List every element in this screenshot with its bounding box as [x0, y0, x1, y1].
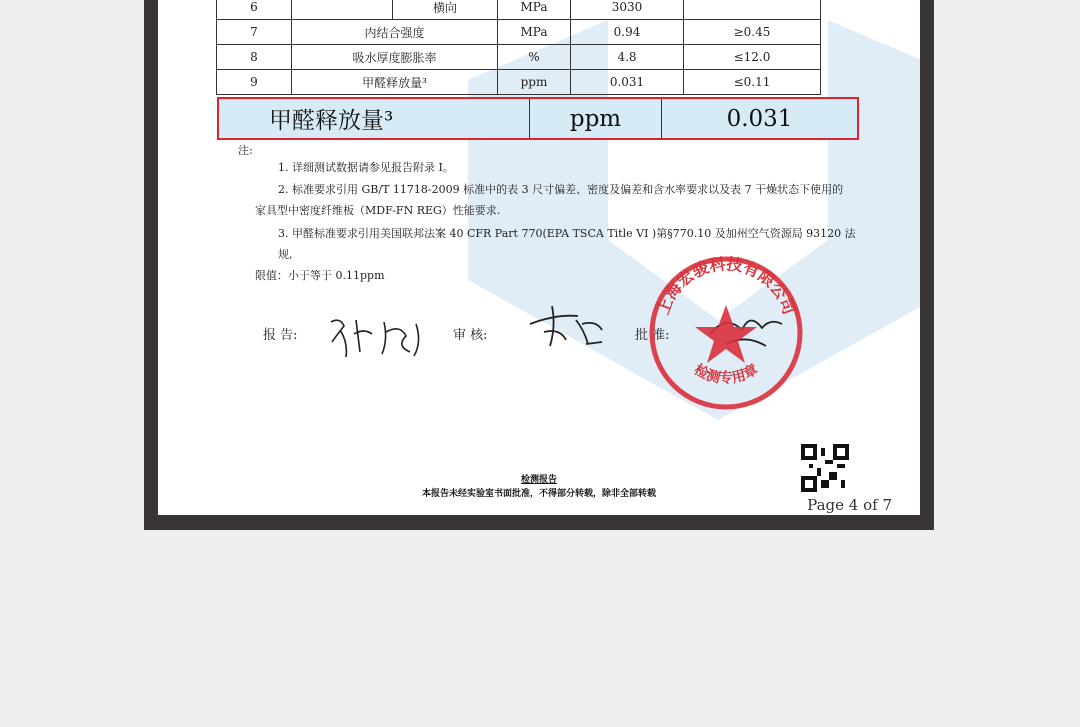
table-row: 7 内结合强度 MPa 0.94 ≥0.45	[217, 20, 821, 45]
table-row: 9 甲醛释放量³ ppm 0.031 ≤0.11	[217, 70, 821, 95]
spec-table	[216, 0, 821, 95]
seal-top-text: 上海宏骏科技有限公司	[653, 254, 799, 318]
reporter-signature	[326, 312, 436, 362]
page-number: Page 4 of 7	[807, 496, 892, 514]
note-2a: 2. 标准要求引用 GB/T 11718-2009 标准中的表 3 尺寸偏差、密度及偏差和含水率要求以及表 7 干燥状态下使用的	[278, 183, 844, 196]
note-3b: 限值：小于等于 0.11ppm	[255, 269, 385, 282]
approve-label: 批 准:	[635, 328, 670, 343]
highlight-value: 0.031	[726, 105, 793, 132]
note-3a: 3. 甲醛标准要求引用美国联邦法案 40 CFR Part 770(EPA TSCA Title VI )第§770.10 及加州空气资源局 93120 法规,	[278, 227, 856, 261]
note-1: 1. 详细测试数据请参见报告附录 I。	[278, 161, 454, 174]
svg-text:检测专用章	[691, 361, 761, 387]
report-label: 报 告:	[263, 328, 298, 343]
table-row: 6 横向 MPa 3030	[217, 0, 821, 20]
company-seal	[646, 253, 806, 413]
highlight-item: 甲醛释放量³	[219, 99, 530, 138]
reviewer-signature	[526, 300, 606, 350]
seal-bottom-text: 检测专用章	[691, 361, 761, 387]
footer-title: 检测报告	[520, 475, 557, 485]
review-label: 审 核:	[453, 328, 488, 343]
notes-heading: 注:	[238, 144, 253, 157]
footer-disclaimer: 本报告未经实验室书面批准，不得部分转载，除非全部转载	[421, 489, 656, 499]
highlight-unit: ppm	[530, 99, 662, 138]
table-row: 8 吸水厚度膨胀率 % 4.8 ≤12.0	[217, 45, 821, 70]
highlighted-row	[217, 97, 859, 140]
note-2b: 家具型中密度纤维板（MDF-FN REG）性能要求.	[255, 204, 501, 217]
report-page	[158, 0, 920, 515]
